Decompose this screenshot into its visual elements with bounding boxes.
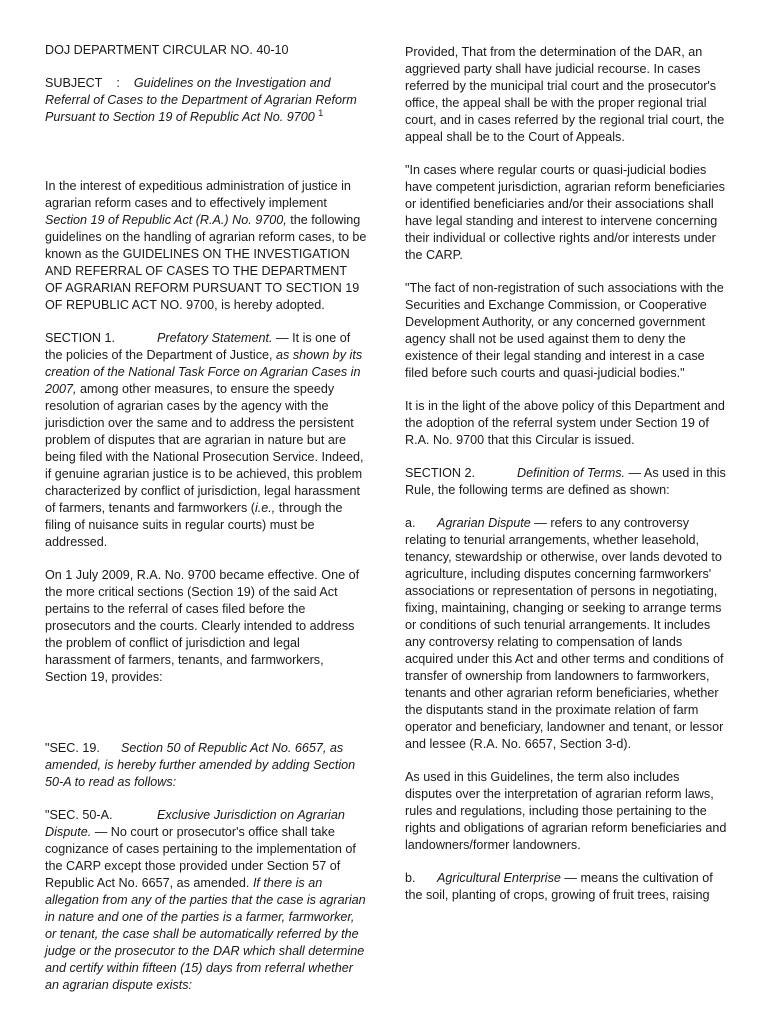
sec-50a-paragraph: "SEC. 50-A. Exclusive Jurisdiction on Agrarian Dispute. — No court or prosecutor's office shall take cognizance of cases pertaining to the implementation of the CARP except those provided under Section 57 of Republic Act No. 6657, as amended. If there is an allegation from any of the parties that the case is agrarian in nature and one of the parties is a farmer, farmworker, or tenant, the case shall be automatically referred by the judge or the prosecutor to the DAR which shall determine and certify within fifteen (15) days from referral whether an agrarian dispute exists: [45, 808, 366, 992]
provided-paragraph: Provided, That from the determination of the DAR, an aggrieved party shall have judicial recourse. In cases referred by the municipal trial court and the prosecutor's office, the appeal shall be with the proper regional trial court, and in cases referred by the regional trial court, the appeal shall be to the Court of Appeals. [405, 45, 725, 144]
ra9700-paragraph: On 1 July 2009, R.A. No. 9700 became effective. One of the more critical sections (Section 19) of the said Act pertains to the referral of cases filed before the prosecutors and the courts. Clearly intended to address the problem of conflict of jurisdiction and legal harassment of farmers, tenants, and farmworkers, Section 19, provides: [45, 568, 360, 684]
left-column [45, 42, 367, 1010]
subject-paragraph: SUBJECT : Guidelines on the Investigation and Referral of Cases to the Department of Agrarian Reform Pursuant to Section 19 of Republic Act No. 9700 $^1$ [45, 76, 357, 124]
definition-a: a. Agrarian Dispute — refers to any controversy relating to tenurial arrangements, whether leasehold, tenancy, stewardship or otherwise, over lands devoted to agriculture, including disputes concerning farmworkers' associations or representation of persons in negotiating, fixing, maintaining, changing or seeking to arrange terms or conditions of such tenurial arrangements. It includes any controversy relating to compensation of lands acquired under this Act and other terms and conditions of transfer of ownership from landowners to farmworkers, tenants and other agrarian reform beneficiaries, whether the disputants stand in the proximate relation of farm operator and beneficiary, landowner and tenant, or lessor and lessee (R.A. No. 6657, Section 3-d). [405, 516, 724, 751]
section-2-title: Definition of Terms. [517, 466, 626, 480]
footnote-marker: 1 [318, 107, 324, 118]
section-1-label: SECTION 1. [45, 331, 115, 345]
policy-paragraph: It is in the light of the above policy of this Department and the adoption of the referral system under Section 19 of R.A. No. 9700 that this Circular is issued. [405, 399, 725, 447]
section-2-paragraph: SECTION 2. Definition of Terms. — As used in this Rule, the following terms are defined as shown: [405, 466, 726, 497]
sec-19-paragraph: "SEC. 19. Section 50 of Republic Act No. 6657, as amended, is hereby further amended by adding Section 50-A to read as follows: [45, 741, 356, 789]
subject-text: Guidelines on the Investigation and Referral of Cases to the Department of Agrarian Reform Pursuant to Section 19 of Republic Act No. 9700 [45, 76, 357, 124]
circular-heading: DOJ DEPARTMENT CIRCULAR NO. 40-10 [45, 43, 289, 57]
subject-label: SUBJECT [45, 76, 103, 90]
section-1-paragraph: SECTION 1. Prefatory Statement. — It is one of the policies of the Department of Justice, as shown by its creation of the National Task Force on Agrarian Cases in 2007, among other measures, to ensure the speedy resolution of agrarian cases by the agency with the jurisdiction over the same and to address the persistent problem of disputes that are agrarian in nature but are being filed with the National Prosecution Service. Indeed, if genuine agrarian justice is to be achieved, this problem characterized by conflict of jurisdiction, legal harassment of farmers, tenants and farmworkers (i.e., through the filing of nuisance suits in regular courts) must be addressed. [45, 331, 364, 549]
term-agrarian-dispute: Agrarian Dispute [437, 516, 531, 530]
term-agricultural-enterprise: Agricultural Enterprise [437, 871, 561, 885]
sec-50a-title: Exclusive Jurisdiction on Agrarian Dispute. [45, 808, 345, 839]
quote-legal-standing: "In cases where regular courts or quasi-judicial bodies have competent jurisdiction, agrarian reform beneficiaries or identified beneficiaries and/or their associations shall have legal standing and interest to intervene concerning their individual or collective rights and/or interests under the CARP. [405, 163, 725, 262]
section-1-title: Prefatory Statement. [157, 331, 273, 345]
right-column [405, 44, 727, 920]
sec-19-label: "SEC. 19. [45, 741, 100, 755]
also-includes-paragraph: As used in this Guidelines, the term also includes disputes over the interpretation of agrarian reform laws, rules and regulations, including those pertaining to the rights and obligations of agrarian reform beneficiaries and landowners/former landowners. [405, 770, 727, 852]
sec-50a-label: "SEC. 50-A. [45, 808, 113, 822]
section-2-label: SECTION 2. [405, 466, 475, 480]
intro-paragraph: In the interest of expeditious administration of justice in agrarian reform cases and to effectively implement Section 19 of Republic Act (R.A.) No. 9700, the following guidelines on the handling of agrarian reform cases, to be known as the GUIDELINES ON THE INVESTIGATION AND REFERRAL OF CASES TO THE DEPARTMENT OF AGRARIAN REFORM PURSUANT TO SECTION 19 OF REPUBLIC ACT NO. 9700, is hereby adopted. [45, 179, 367, 312]
definition-b: b. Agricultural Enterprise — means the cultivation of the soil, planting of crops, growing of fruit trees, raising [405, 871, 713, 902]
quote-non-registration: "The fact of non-registration of such associations with the Securities and Exchange Commission, or Cooperative Development Authority, or any concerned government agency shall not be used against them to deny the existence of their legal standing and interest in a case filed before such courts and quasi-judicial bodies." [405, 281, 724, 380]
